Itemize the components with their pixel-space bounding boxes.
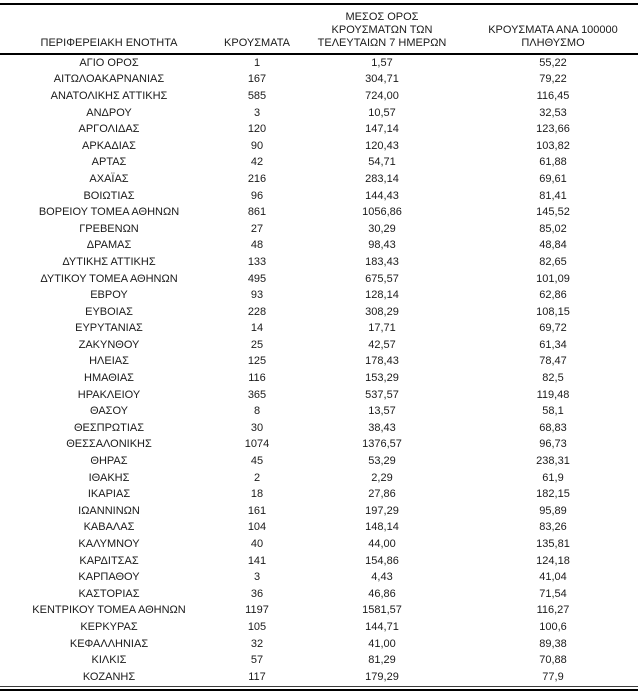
cell-7day-average: 44,00 (368, 538, 396, 551)
cell-cases: 25 (250, 338, 264, 351)
cell-cases: 42 (250, 156, 264, 169)
cell-7day-average: 144,71 (365, 620, 399, 633)
cell-cases-per-100000: 85,02 (539, 222, 567, 235)
table-row (0, 569, 638, 586)
cell-7day-average: 308,29 (365, 305, 399, 318)
cell-7day-average: 1376,57 (362, 438, 402, 451)
table-row (0, 287, 638, 304)
cell-7day-average: 4,43 (371, 571, 393, 584)
cell-7day-average: 1,57 (371, 56, 393, 69)
cell-cases-per-100000: 48,84 (539, 239, 567, 252)
header-line: ΤΕΛΕΥΤΑΙΩΝ 7 ΗΜΕΡΩΝ (317, 37, 447, 49)
header-line: ΚΡΟΥΣΜΑΤΑ (224, 37, 290, 49)
cell-7day-average: 13,57 (368, 405, 396, 418)
cell-cases: 105 (247, 620, 267, 633)
cell-region-name: ΚΑΡΔΙΤΣΑΣ (79, 554, 139, 567)
cell-cases-per-100000: 81,41 (539, 189, 567, 202)
cell-region-name: ΚΑΒΑΛΑΣ (83, 521, 135, 534)
cell-7day-average: 46,86 (368, 587, 396, 600)
cell-7day-average: 1581,57 (362, 604, 402, 617)
cell-7day-average: 724,00 (365, 89, 399, 102)
table-row (0, 238, 638, 255)
table-row (0, 171, 638, 188)
cell-7day-average: 144,43 (365, 189, 399, 202)
cell-region-name: ΔΥΤΙΚΟΥ ΤΟΜΕΑ ΑΘΗΝΩΝ (40, 272, 178, 285)
cell-region-name: ΒΟΙΩΤΙΑΣ (83, 189, 135, 202)
cell-cases: 1197 (245, 604, 269, 617)
cell-region-name: ΗΡΑΚΛΕΙΟΥ (77, 388, 141, 401)
regional-cases-table (0, 3, 638, 687)
cell-cases-per-100000: 61,34 (539, 338, 567, 351)
cell-cases-per-100000: 68,83 (539, 421, 567, 434)
table-row (0, 221, 638, 238)
table-row (0, 503, 638, 520)
cell-cases-per-100000: 58,1 (542, 405, 564, 418)
cell-cases-per-100000: 103,82 (536, 139, 570, 152)
table-row (0, 553, 638, 570)
cell-region-name: ΗΜΑΘΙΑΣ (84, 372, 134, 385)
cell-cases: 48 (250, 239, 264, 252)
cell-cases-per-100000: 61,88 (539, 156, 567, 169)
cell-cases-per-100000: 182,15 (536, 488, 570, 501)
cell-cases-per-100000: 70,88 (539, 654, 567, 667)
cell-7day-average: 197,29 (365, 504, 399, 517)
table-row (0, 72, 638, 89)
cell-cases-per-100000: 82,65 (539, 255, 567, 268)
cell-7day-average: 283,14 (365, 172, 399, 185)
table-row (0, 420, 638, 437)
cell-cases-per-100000: 69,61 (539, 172, 567, 185)
cell-cases-per-100000: 123,66 (536, 123, 570, 136)
table-row (0, 354, 638, 371)
cell-cases: 1 (253, 56, 261, 69)
cell-region-name: ΕΒΡΟΥ (90, 289, 128, 302)
cell-7day-average: 147,14 (365, 123, 399, 136)
cell-cases: 96 (250, 189, 264, 202)
table-bottom-rule (0, 689, 638, 691)
cell-7day-average: 148,14 (365, 521, 399, 534)
table-row (0, 470, 638, 487)
cell-region-name: ΔΡΑΜΑΣ (86, 239, 132, 252)
cell-7day-average: 54,71 (368, 156, 396, 169)
header-line: ΠΛΗΘΥΣΜΟ (521, 37, 585, 49)
cell-7day-average: 81,29 (368, 654, 396, 667)
cell-7day-average: 675,57 (365, 272, 399, 285)
table-row (0, 271, 638, 288)
cell-7day-average: 53,29 (368, 455, 396, 468)
cell-region-name: ΑΓΙΟ ΟΡΟΣ (79, 56, 139, 69)
header-line: ΜΕΣΟΣ ΟΡΟΣ (345, 11, 419, 23)
table-row (0, 370, 638, 387)
cell-7day-average: 17,71 (368, 322, 396, 335)
cell-cases: 585 (247, 89, 267, 102)
cell-cases: 141 (247, 554, 267, 567)
table-row (0, 88, 638, 105)
cell-region-name: ΑΡΓΟΛΙΔΑΣ (78, 123, 140, 136)
table-body (0, 54, 638, 686)
cell-cases: 161 (247, 504, 267, 517)
table-row (0, 204, 638, 221)
table-row (0, 520, 638, 537)
cell-region-name: ΚΟΖΑΝΗΣ (0, 669, 218, 686)
cell-cases: 57 (250, 654, 264, 667)
cell-cases-per-100000: 69,72 (539, 322, 567, 335)
cell-region-name: ΓΡΕΒΕΝΩΝ (79, 222, 139, 235)
cell-7day-average: 10,57 (368, 106, 396, 119)
cell-region-name: ΑΧΑΪΑΣ (89, 172, 129, 185)
cell-region-name: ΑΝΔΡΟΥ (86, 106, 132, 119)
cell-7day-average: 2,29 (371, 471, 393, 484)
cell-region-name: ΖΑΚΥΝΘΟΥ (78, 338, 140, 351)
cell-7day-average: 154,86 (365, 554, 399, 567)
cell-cases: 167 (247, 73, 267, 86)
cell-7day-average: 153,29 (365, 372, 399, 385)
cell-cases: 27 (250, 222, 264, 235)
cell-cases-per-100000: 77,9 (468, 669, 638, 686)
cell-7day-average: 120,43 (365, 139, 399, 152)
table-row (0, 105, 638, 122)
cell-cases: 2 (253, 471, 261, 484)
cell-cases-per-100000: 108,15 (536, 305, 570, 318)
cell-cases: 116 (248, 372, 266, 385)
cell-region-name: ΗΛΕΙΑΣ (89, 355, 129, 368)
cell-cases: 90 (250, 139, 264, 152)
cell-region-name: ΙΘΑΚΗΣ (88, 471, 130, 484)
table-row (0, 636, 638, 653)
cell-cases-per-100000: 41,04 (539, 571, 567, 584)
cell-region-name: ΔΥΤΙΚΗΣ ΑΤΤΙΚΗΣ (62, 255, 156, 268)
cell-7day-average: 304,71 (365, 73, 399, 86)
cell-region-name: ΘΗΡΑΣ (90, 455, 128, 468)
table-row (0, 586, 638, 603)
cell-region-name: ΙΩΑΝΝΙΝΩΝ (78, 504, 140, 517)
cell-region-name: ΚΑΡΠΑΘΟΥ (78, 571, 140, 584)
table-row (0, 453, 638, 470)
header-row (0, 4, 638, 54)
cell-region-name: ΚΕΦΑΛΛΗΝΙΑΣ (69, 637, 149, 650)
table-row (0, 387, 638, 404)
table-row (0, 188, 638, 205)
table-row (0, 155, 638, 172)
cell-region-name: ΑΙΤΩΛΟΑΚΑΡΝΑΝΙΑΣ (53, 73, 165, 86)
cell-7day-average: 38,43 (368, 421, 396, 434)
column-header-cases-per-100000 (468, 4, 638, 54)
table-row (0, 669, 638, 686)
table-row (0, 337, 638, 354)
cell-region-name: ΚΕΝΤΡΙΚΟΥ ΤΟΜΕΑ ΑΘΗΝΩΝ (32, 604, 186, 617)
table-row (0, 403, 638, 420)
table-row (0, 437, 638, 454)
table-row (0, 304, 638, 321)
cell-7day-average: 42,57 (368, 338, 396, 351)
cell-cases: 93 (250, 289, 264, 302)
cell-region-name: ΚΑΣΤΟΡΙΑΣ (78, 587, 140, 600)
cell-region-name: ΑΡΤΑΣ (91, 156, 127, 169)
table-row (0, 603, 638, 620)
table-row (0, 536, 638, 553)
cell-cases: 45 (250, 455, 264, 468)
cell-cases: 228 (247, 305, 267, 318)
column-header-7day-average (296, 4, 468, 54)
cell-region-name: ΚΑΛΥΜΝΟΥ (78, 538, 140, 551)
cell-7day-average: 98,43 (368, 239, 396, 252)
cell-region-name: ΚΕΡΚΥΡΑΣ (80, 620, 138, 633)
cell-cases: 104 (247, 521, 267, 534)
cell-cases-per-100000: 62,86 (539, 289, 567, 302)
table-row (0, 54, 638, 72)
cell-cases: 1074 (244, 438, 270, 451)
cell-cases: 3 (253, 106, 261, 119)
cell-cases: 3 (253, 571, 261, 584)
table-row (0, 138, 638, 155)
cell-cases-per-100000: 89,38 (539, 637, 567, 650)
cell-cases-per-100000: 55,22 (539, 56, 567, 69)
cell-cases: 861 (247, 206, 267, 219)
cell-cases-per-100000: 96,73 (539, 438, 567, 451)
table-row (0, 121, 638, 138)
cell-region-name: ΕΥΒΟΙΑΣ (85, 305, 133, 318)
cell-cases-per-100000: 116,27 (536, 604, 570, 617)
cell-cases-per-100000: 82,5 (542, 372, 564, 385)
cell-cases: 133 (247, 255, 267, 268)
column-header-region (0, 4, 218, 54)
cell-cases-per-100000: 100,6 (539, 620, 567, 633)
cell-region-name: ΘΑΣΟΥ (89, 405, 129, 418)
cell-region-name: ΑΝΑΤΟΛΙΚΗΣ ΑΤΤΙΚΗΣ (50, 89, 168, 102)
cell-cases: 32 (250, 637, 264, 650)
header-line: ΚΡΟΥΣΜΑΤΩΝ ΤΩΝ (331, 24, 433, 36)
cell-7day-average: 1056,86 (362, 206, 402, 219)
cell-region-name: ΘΕΣΣΑΛΟΝΙΚΗΣ (66, 438, 152, 451)
cell-cases-per-100000: 71,54 (539, 587, 567, 600)
cell-7day-average: 179,29 (296, 669, 468, 686)
cell-cases-per-100000: 78,47 (539, 355, 567, 368)
cell-cases-per-100000: 119,48 (536, 388, 570, 401)
cell-region-name: ΚΙΛΚΙΣ (91, 654, 127, 667)
table-row (0, 619, 638, 636)
cell-7day-average: 27,86 (368, 488, 396, 501)
cell-region-name: ΕΥΡΥΤΑΝΙΑΣ (75, 322, 143, 335)
cell-cases-per-100000: 124,18 (536, 554, 570, 567)
cell-cases-per-100000: 83,26 (539, 521, 567, 534)
cell-cases-per-100000: 61,9 (542, 471, 564, 484)
cell-cases-per-100000: 79,22 (539, 73, 567, 86)
cell-cases: 495 (247, 272, 267, 285)
cell-cases-per-100000: 101,09 (536, 272, 570, 285)
cell-cases: 365 (247, 388, 267, 401)
cell-region-name: ΘΕΣΠΡΩΤΙΑΣ (73, 421, 145, 434)
table-header (0, 4, 638, 54)
cell-cases: 30 (250, 421, 264, 434)
cell-7day-average: 178,43 (365, 355, 399, 368)
cell-cases: 216 (247, 172, 267, 185)
cell-7day-average: 183,43 (365, 255, 399, 268)
table-row (0, 321, 638, 338)
cell-cases: 40 (250, 538, 264, 551)
cell-cases: 14 (250, 322, 264, 335)
cell-cases-per-100000: 116,45 (536, 89, 570, 102)
cell-cases-per-100000: 135,81 (536, 538, 570, 551)
cell-cases: 117 (218, 669, 296, 686)
cell-region-name: ΒΟΡΕΙΟΥ ΤΟΜΕΑ ΑΘΗΝΩΝ (38, 206, 180, 219)
header-line: ΚΡΟΥΣΜΑΤΑ ΑΝΑ 100000 (488, 24, 618, 36)
cell-cases: 125 (247, 355, 267, 368)
table-row (0, 254, 638, 271)
cell-cases: 36 (250, 587, 264, 600)
cell-7day-average: 128,14 (365, 289, 399, 302)
cell-region-name: ΑΡΚΑΔΙΑΣ (82, 139, 136, 152)
cell-cases-per-100000: 32,53 (539, 106, 567, 119)
cell-cases: 8 (253, 405, 261, 418)
cell-cases: 18 (250, 488, 264, 501)
table-row (0, 486, 638, 503)
column-header-cases (218, 4, 296, 54)
cell-region-name: ΙΚΑΡΙΑΣ (87, 488, 131, 501)
cell-cases-per-100000: 95,89 (539, 504, 567, 517)
table-row (0, 652, 638, 669)
cell-cases-per-100000: 238,31 (536, 455, 570, 468)
cell-7day-average: 41,00 (368, 637, 396, 650)
cell-cases: 120 (247, 123, 267, 136)
cell-cases-per-100000: 145,52 (536, 206, 570, 219)
header-line: ΠΕΡΙΦΕΡΕΙΑΚΗ ΕΝΟΤΗΤΑ (40, 37, 178, 49)
cell-7day-average: 537,57 (365, 388, 399, 401)
cell-7day-average: 30,29 (368, 222, 396, 235)
